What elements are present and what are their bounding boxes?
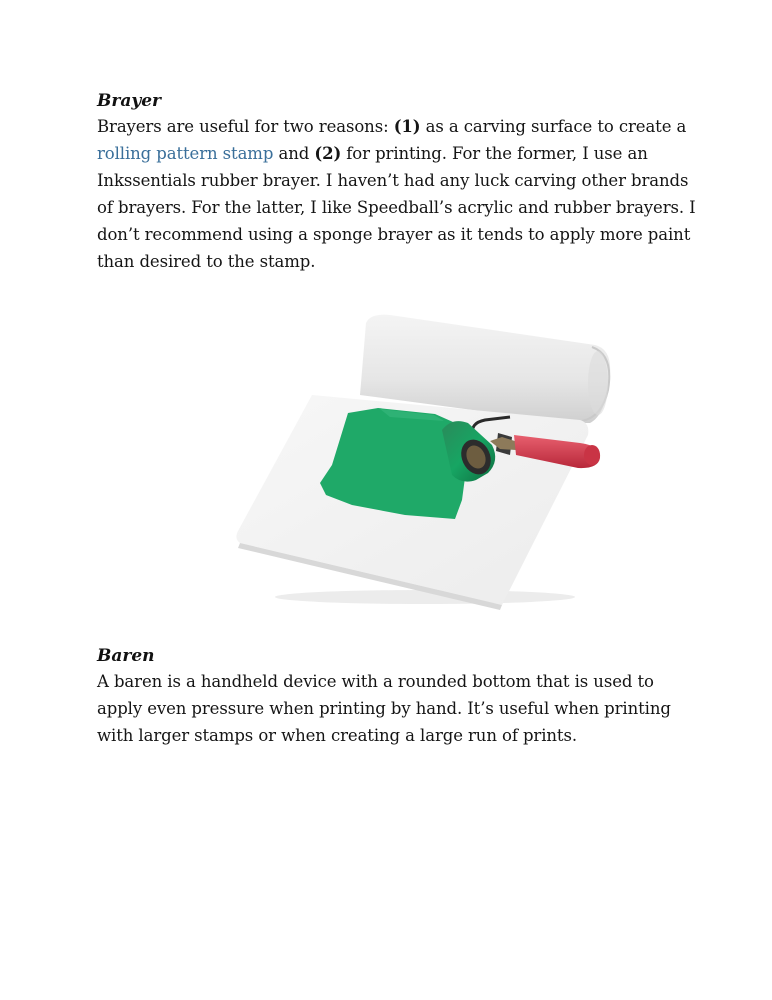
baren-heading: Baren	[97, 646, 155, 666]
brayer-section	[97, 89, 697, 275]
baren-paragraph: A baren is a handheld device with a rounded bottom that is used to apply even pressure when printing by hand. It’s useful when printing with larger stamps or when creating a large run of prints.	[97, 672, 671, 745]
reason-marker-2: (2)	[314, 144, 342, 163]
rolling-pattern-stamp-link[interactable]: rolling pattern stamp	[97, 144, 274, 163]
reason-marker-1: (1)	[393, 117, 421, 136]
brayer-text-1: Brayers are useful for two reasons:	[97, 117, 394, 136]
brayer-text-2: as a carving surface to create a	[420, 117, 687, 136]
brayer-illustration	[230, 305, 620, 615]
brayer-text-4: for printing. For the former, I use an Inkssentials rubber brayer. I haven’t had any luck carving other brands of brayers. For the latter, I like Speedball’s acrylic and rubber brayers. I don’t recommend using a sponge brayer as it tends to apply more paint than desired to the stamp.	[97, 144, 696, 271]
brayer-text-3: and	[273, 144, 315, 163]
brayer-heading: Brayer	[97, 91, 161, 111]
brayer-photo	[230, 305, 620, 615]
brayer-paragraph	[97, 113, 697, 275]
baren-section	[97, 644, 697, 749]
